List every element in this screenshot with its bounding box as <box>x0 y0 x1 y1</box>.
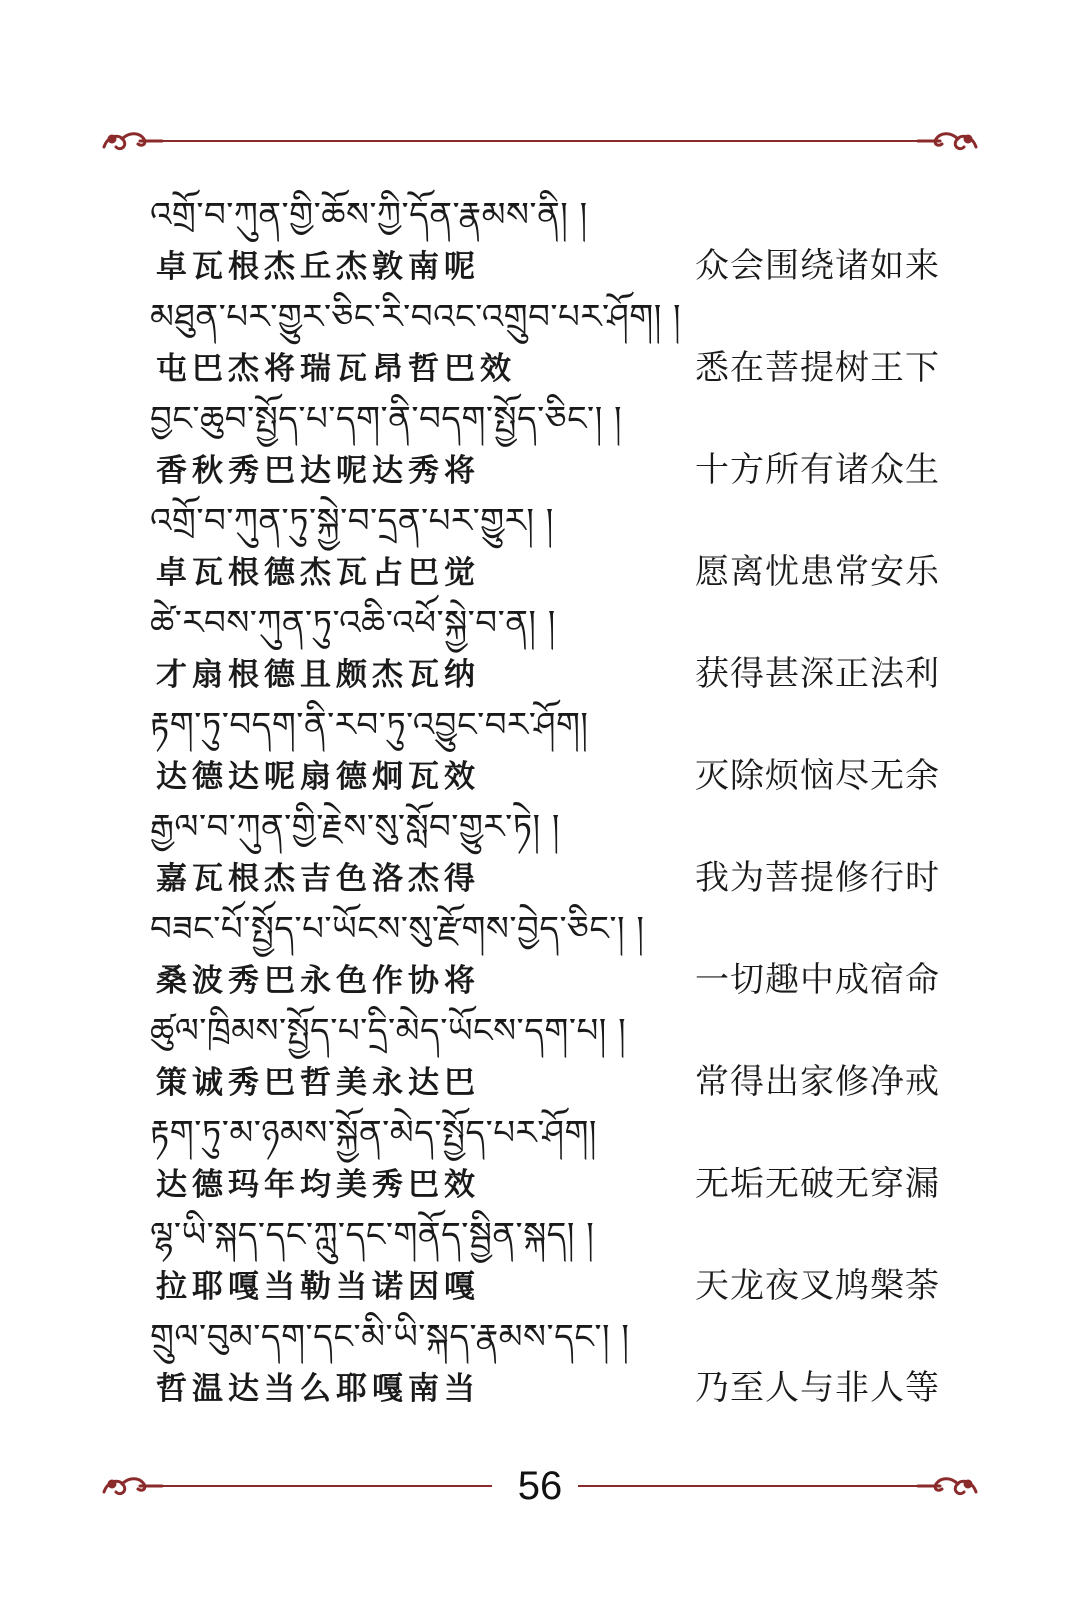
verse-block <box>150 1108 940 1210</box>
tibetan-line: རྒྱལ་བ་ཀུན་གྱི་རྗེས་སུ་སློབ་གྱུར་ཏེ། ། <box>150 807 560 847</box>
verse-block <box>150 1006 940 1108</box>
phonetic-line: 策诚秀巴哲美永达巴 <box>156 1065 480 1101</box>
tibetan-line: གྲུལ་བུམ་དག་དང་མི་ཡི་སྐད་རྣམས་དང་། ། <box>150 1317 630 1357</box>
chinese-line: 灭除烦恼尽无余 <box>695 758 940 795</box>
phonetic-line: 香秋秀巴达呢达秀将 <box>156 453 480 489</box>
verse-block <box>150 394 940 496</box>
phonetic-line: 达德玛年均美秀巴效 <box>156 1167 480 1203</box>
phonetic-line: 桑波秀巴永色作协将 <box>156 963 480 999</box>
tibetan-line: བྱང་ཆུབ་སྤྱོད་པ་དག་ནི་བདག་སྤྱོད་ཅིང་། ། <box>150 399 623 439</box>
chinese-line: 乃至人与非人等 <box>695 1370 940 1407</box>
chinese-line: 众会围绕诸如来 <box>695 248 940 285</box>
verse-block <box>150 496 940 598</box>
top-border-line <box>148 140 932 142</box>
verse-block <box>150 190 940 292</box>
verse-block <box>150 904 940 1006</box>
chinese-line: 常得出家修净戒 <box>695 1064 940 1101</box>
verse-block <box>150 1312 940 1414</box>
tibetan-line: འགྲོ་བ་ཀུན་གྱི་ཆོས་ཀྱི་དོན་རྣམས་ནི། ། <box>150 195 588 235</box>
phonetic-line: 卓瓦根杰丘杰敦南呢 <box>156 249 480 285</box>
phonetic-line: 拉耶嘎当勒当诺因嘎 <box>156 1269 480 1305</box>
tibetan-line: འགྲོ་བ་ཀུན་ཏུ་སྐྱེ་བ་དྲན་པར་གྱུར། ། <box>150 501 554 541</box>
scroll-ornament-icon <box>916 125 980 157</box>
chinese-line: 悉在菩提树王下 <box>695 350 940 387</box>
phonetic-line: 哲温达当么耶嘎南当 <box>156 1371 480 1407</box>
tibetan-line: རྟག་ཏུ་མ་ཉམས་སྐྱོན་མེད་སྤྱོད་པར་ཤོག། <box>150 1113 597 1153</box>
phonetic-line: 嘉瓦根杰吉色洛杰得 <box>156 861 480 897</box>
chinese-line: 无垢无破无穿漏 <box>695 1166 940 1203</box>
tibetan-line: ཚུལ་ཁྲིམས་སྤྱོད་པ་དྲི་མེད་ཡོངས་དག་པ། ། <box>150 1011 627 1051</box>
chinese-line: 一切趣中成宿命 <box>695 962 940 999</box>
verse-block <box>150 598 940 700</box>
tibetan-line: ཚེ་རབས་ཀུན་ཏུ་འཆི་འཕོ་སྐྱེ་བ་ན། ། <box>150 603 556 643</box>
verse-block <box>150 802 940 904</box>
scroll-ornament-icon <box>100 125 164 157</box>
phonetic-line: 卓瓦根德杰瓦占巴觉 <box>156 555 480 591</box>
phonetic-line: 达德达呢扇德炯瓦效 <box>156 759 480 795</box>
chinese-line: 天龙夜叉鸠槃荼 <box>695 1268 940 1305</box>
verse-block <box>150 1210 940 1312</box>
chinese-line: 我为菩提修行时 <box>695 860 940 897</box>
page-number: 56 <box>517 1464 563 1508</box>
chinese-line: 愿离忧患常安乐 <box>695 554 940 591</box>
verse-block <box>150 700 940 802</box>
tibetan-line: བཟང་པོ་སྤྱོད་པ་ཡོངས་སུ་རྫོགས་བྱེད་ཅིང་། ། <box>150 909 645 949</box>
verse-block <box>150 292 940 394</box>
chinese-line: 获得甚深正法利 <box>695 656 940 693</box>
tibetan-line: ལྷ་ཡི་སྐད་དང་ཀླུ་དང་གནོད་སྦྱིན་སྐད། ། <box>150 1215 595 1255</box>
tibetan-line: མཐུན་པར་གྱུར་ཅིང་རི་བའང་འགྲུབ་པར་ཤོག། ། <box>150 297 682 337</box>
chinese-line: 十方所有诸众生 <box>695 452 940 489</box>
phonetic-line: 屯巴杰将瑞瓦昂哲巴效 <box>156 351 516 387</box>
tibetan-line: རྟག་ཏུ་བདག་ནི་རབ་ཏུ་འབྱུང་བར་ཤོག། <box>150 705 589 745</box>
verse-list <box>150 190 940 1414</box>
phonetic-line: 才扇根德且颇杰瓦纳 <box>156 657 480 693</box>
